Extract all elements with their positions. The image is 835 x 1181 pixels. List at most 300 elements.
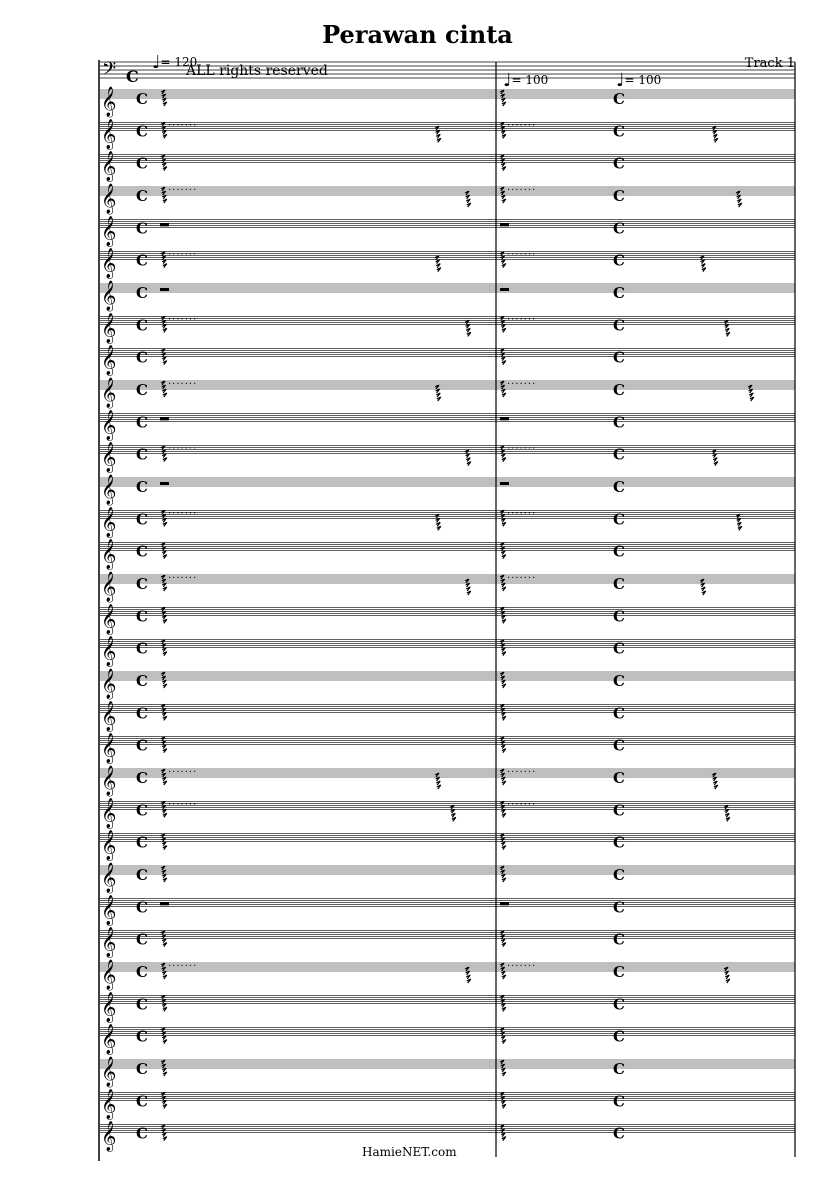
rest-dots: ·······	[168, 767, 198, 778]
rest-mark	[437, 785, 441, 789]
rest-dots: ·······	[168, 249, 198, 261]
treble-clef-icon: 𝄞	[101, 863, 117, 893]
rest-mark	[436, 781, 440, 785]
rest-mark	[502, 846, 506, 850]
rest-mark	[725, 328, 729, 332]
rest-mark	[502, 102, 506, 106]
rest-mark	[725, 813, 729, 817]
time-signature: C	[613, 316, 625, 335]
rest-mark	[725, 971, 729, 975]
treble-clef-icon: 𝄞	[101, 960, 117, 990]
time-signature: C	[136, 187, 148, 205]
rest-mark	[163, 1137, 167, 1141]
rest-mark	[701, 264, 705, 268]
bass-clef-icon: 𝄢	[102, 59, 117, 84]
tempo-value: = 100	[624, 73, 662, 87]
rest-mark	[163, 1104, 167, 1108]
rest-mark	[162, 357, 166, 361]
rest-mark	[162, 454, 166, 458]
rest-mark	[163, 1007, 167, 1011]
rest-mark	[501, 454, 505, 458]
rest-mark	[436, 389, 440, 393]
rest-mark	[163, 393, 167, 397]
rest-mark	[436, 260, 440, 264]
rest-mark	[726, 332, 730, 336]
copyright-text: ALL rights reserved	[186, 63, 328, 79]
rest-mark	[437, 138, 441, 142]
rest-mark	[501, 809, 505, 813]
treble-clef-icon: 𝄞	[101, 119, 117, 150]
rest-mark	[502, 328, 506, 332]
time-signature: C	[613, 833, 625, 852]
rest-mark	[725, 975, 729, 979]
time-signature: C	[136, 736, 148, 755]
time-signature: C	[136, 607, 148, 626]
rest-mark	[501, 1003, 505, 1007]
rest-mark	[163, 652, 167, 656]
whole-rest	[500, 902, 509, 905]
whole-rest	[160, 223, 169, 226]
rest-mark	[502, 943, 506, 947]
rest-dots: ·······	[168, 120, 198, 132]
rest-mark	[501, 518, 505, 522]
rest-mark	[163, 813, 167, 817]
time-signature: C	[136, 930, 148, 949]
rest-mark	[501, 583, 505, 587]
rest-dots: ·······	[507, 379, 537, 390]
time-signature: C	[613, 219, 625, 238]
rest-mark	[502, 199, 506, 203]
treble-clef-icon: 𝄞	[101, 604, 117, 635]
rest-mark	[737, 518, 741, 522]
footer-credit: HamieNET.com	[362, 1145, 457, 1159]
treble-clef-icon: 𝄞	[101, 216, 117, 247]
rest-mark	[501, 615, 505, 619]
rest-dots: ·······	[168, 443, 198, 455]
time-signature: C	[136, 639, 148, 658]
rest-mark	[466, 975, 470, 979]
rest-mark	[466, 454, 470, 458]
rest-mark	[737, 522, 741, 526]
whole-rest	[500, 223, 509, 226]
time-signature: C	[136, 90, 148, 108]
time-signature: C	[136, 995, 148, 1014]
rest-mark	[713, 130, 717, 134]
treble-clef-icon: 𝄞	[101, 1057, 117, 1087]
quarter-note-icon: ♩	[503, 70, 512, 91]
time-signature: C	[613, 769, 625, 787]
time-signature: C	[136, 672, 148, 690]
rest-mark	[163, 199, 167, 203]
time-signature: C	[136, 445, 148, 464]
rest-mark	[502, 716, 506, 720]
rest-mark	[738, 526, 742, 530]
rest-mark	[466, 587, 470, 591]
treble-clef-icon: 𝄞	[101, 87, 117, 117]
time-signature: C	[613, 154, 625, 173]
rest-mark	[162, 518, 166, 522]
rest-mark	[163, 167, 167, 171]
rest-mark	[466, 328, 470, 332]
time-signature: C	[136, 316, 148, 335]
time-signature: C	[136, 251, 148, 270]
rest-mark	[437, 397, 441, 401]
rest-mark	[163, 1072, 167, 1076]
rest-mark	[162, 680, 166, 684]
rest-mark	[162, 130, 166, 134]
time-signature: C	[613, 413, 625, 432]
rest-mark	[162, 583, 166, 587]
rest-mark	[501, 712, 505, 716]
rest-dots: ·······	[168, 379, 198, 390]
rest-mark	[502, 652, 506, 656]
rest-dots: ·······	[168, 799, 198, 811]
rest-mark	[162, 260, 166, 264]
time-signature: C	[136, 154, 148, 173]
time-signature: C	[613, 381, 625, 399]
rest-mark	[502, 167, 506, 171]
rest-mark	[749, 393, 753, 397]
rest-mark	[725, 324, 729, 328]
rest-mark	[713, 781, 717, 785]
time-signature: C	[613, 1060, 625, 1078]
rest-dots: ·······	[168, 508, 198, 520]
rest-mark	[451, 813, 455, 817]
time-signature: C	[613, 704, 625, 723]
rest-dots: ·······	[168, 573, 198, 584]
rest-mark	[466, 458, 470, 462]
rest-mark	[501, 551, 505, 555]
rest-mark	[162, 98, 166, 102]
rest-mark	[501, 260, 505, 264]
rest-mark	[163, 975, 167, 979]
rest-mark	[502, 393, 506, 397]
treble-clef-icon: 𝄞	[101, 798, 117, 829]
rest-mark	[436, 393, 440, 397]
rest-mark	[702, 268, 706, 272]
rest-mark	[713, 454, 717, 458]
rest-mark	[163, 328, 167, 332]
rest-mark	[162, 1133, 166, 1137]
rest-mark	[501, 971, 505, 975]
rest-mark	[502, 1072, 506, 1076]
time-signature: C	[613, 122, 625, 141]
rest-mark	[162, 874, 166, 878]
rest-dots: ·······	[168, 185, 198, 196]
rest-mark	[738, 203, 742, 207]
rest-mark	[163, 1040, 167, 1044]
treble-clef-icon: 𝄞	[101, 345, 117, 376]
rest-dots: ·······	[507, 961, 537, 972]
rest-mark	[162, 1003, 166, 1007]
time-signature: C	[613, 898, 625, 917]
time-signature: C	[136, 381, 148, 399]
whole-rest	[500, 417, 509, 420]
time-signature: C	[613, 348, 625, 367]
rest-mark	[502, 1137, 506, 1141]
quarter-note-icon: ♩	[616, 70, 625, 91]
treble-clef-icon: 𝄞	[101, 636, 117, 667]
rest-dots: ·······	[507, 508, 537, 520]
time-signature: C	[136, 122, 148, 141]
treble-clef-icon: 𝄞	[101, 184, 117, 214]
rest-mark	[502, 134, 506, 138]
time-signature: C	[613, 575, 625, 593]
time-signature: C	[613, 672, 625, 690]
rest-mark	[501, 1100, 505, 1104]
treble-clef-icon: 𝄞	[101, 507, 117, 538]
time-signature: C	[136, 413, 148, 432]
rest-mark	[501, 1036, 505, 1040]
rest-mark	[162, 842, 166, 846]
whole-rest	[160, 417, 169, 420]
time-signature: C	[136, 769, 148, 787]
rest-mark	[501, 98, 505, 102]
time-signature: C	[126, 67, 139, 86]
rest-mark	[163, 943, 167, 947]
whole-rest	[500, 288, 509, 291]
rest-mark	[502, 781, 506, 785]
time-signature: C	[613, 801, 625, 820]
rest-mark	[502, 458, 506, 462]
time-signature: C	[136, 866, 148, 884]
rest-mark	[501, 1133, 505, 1137]
rest-mark	[467, 332, 471, 336]
rest-mark	[162, 615, 166, 619]
rest-mark	[502, 522, 506, 526]
rest-mark	[163, 619, 167, 623]
rest-mark	[437, 526, 441, 530]
rest-mark	[501, 195, 505, 199]
rest-mark	[502, 361, 506, 365]
rest-mark	[713, 134, 717, 138]
rest-mark	[436, 134, 440, 138]
treble-clef-icon: 𝄞	[101, 766, 117, 796]
rest-mark	[713, 458, 717, 462]
treble-clef-icon: 𝄞	[101, 410, 117, 441]
rest-mark	[701, 583, 705, 587]
rest-mark	[501, 777, 505, 781]
rest-dots: ·······	[168, 314, 198, 326]
rest-mark	[726, 979, 730, 983]
rest-mark	[467, 203, 471, 207]
treble-clef-icon: 𝄞	[101, 927, 117, 958]
rest-mark	[162, 1100, 166, 1104]
time-signature: C	[136, 284, 148, 302]
treble-clef-icon: 𝄞	[101, 1089, 117, 1120]
treble-clef-icon: 𝄞	[101, 248, 117, 279]
track-label: Track 1	[744, 56, 795, 71]
treble-clef-icon: 𝄞	[101, 701, 117, 732]
treble-clef-icon: 𝄞	[101, 378, 117, 408]
time-signature: C	[136, 575, 148, 593]
time-signature: C	[136, 1092, 148, 1111]
time-signature: C	[613, 607, 625, 626]
rest-mark	[501, 874, 505, 878]
rest-mark	[501, 130, 505, 134]
rest-mark	[163, 749, 167, 753]
rest-mark	[436, 130, 440, 134]
time-signature: C	[136, 898, 148, 917]
rest-mark	[737, 199, 741, 203]
whole-rest	[160, 288, 169, 291]
rest-mark	[501, 842, 505, 846]
rest-mark	[502, 1104, 506, 1108]
rest-mark	[436, 522, 440, 526]
time-signature: C	[136, 963, 148, 981]
rest-mark	[163, 134, 167, 138]
time-signature: C	[136, 1060, 148, 1078]
rest-mark	[502, 975, 506, 979]
rest-mark	[467, 979, 471, 983]
time-signature: C	[613, 251, 625, 270]
rest-dots: ·······	[507, 767, 537, 778]
time-signature: C	[613, 187, 625, 205]
rest-mark	[163, 264, 167, 268]
treble-clef-icon: 𝄞	[101, 895, 117, 926]
rest-mark	[163, 684, 167, 688]
treble-clef-icon: 𝄞	[101, 572, 117, 602]
rest-dots: ·······	[507, 249, 537, 261]
rest-mark	[163, 846, 167, 850]
rest-mark	[436, 777, 440, 781]
time-signature: C	[613, 1027, 625, 1046]
rest-mark	[162, 712, 166, 716]
time-signature: C	[613, 930, 625, 949]
rest-mark	[737, 195, 741, 199]
time-signature: C	[613, 542, 625, 561]
treble-clef-icon: 𝄞	[101, 733, 117, 764]
rest-mark	[501, 680, 505, 684]
whole-rest	[160, 482, 169, 485]
rest-mark	[466, 583, 470, 587]
rest-mark	[162, 971, 166, 975]
rest-mark	[501, 648, 505, 652]
rest-mark	[163, 878, 167, 882]
rest-mark	[163, 555, 167, 559]
rest-mark	[452, 817, 456, 821]
rest-dots: ·······	[507, 314, 537, 326]
rest-dots: ·······	[507, 799, 537, 811]
rest-mark	[436, 518, 440, 522]
rest-mark	[502, 619, 506, 623]
time-signature: C	[136, 833, 148, 852]
treble-clef-icon: 𝄞	[101, 1121, 117, 1152]
whole-rest	[500, 482, 509, 485]
treble-clef-icon: 𝄞	[101, 151, 117, 182]
rest-mark	[163, 458, 167, 462]
treble-clef-icon: 𝄞	[101, 830, 117, 861]
time-signature: C	[613, 510, 625, 529]
rest-mark	[162, 745, 166, 749]
rest-mark	[713, 777, 717, 781]
rest-mark	[701, 260, 705, 264]
treble-clef-icon: 𝄞	[101, 992, 117, 1023]
rest-mark	[162, 195, 166, 199]
rest-mark	[501, 163, 505, 167]
time-signature: C	[136, 219, 148, 238]
time-signature: C	[613, 90, 625, 108]
rest-mark	[466, 324, 470, 328]
time-signature: C	[613, 478, 625, 496]
tempo-value: = 120	[160, 55, 198, 69]
rest-mark	[502, 587, 506, 591]
time-signature: C	[136, 1124, 148, 1143]
time-signature: C	[136, 1027, 148, 1046]
time-signature: C	[613, 1124, 625, 1143]
time-signature: C	[613, 639, 625, 658]
rest-mark	[502, 813, 506, 817]
rest-mark	[501, 389, 505, 393]
rest-mark	[714, 462, 718, 466]
rest-mark	[502, 878, 506, 882]
time-signature: C	[136, 704, 148, 723]
quarter-note-icon: ♩	[152, 52, 161, 73]
rest-mark	[466, 195, 470, 199]
rest-mark	[725, 809, 729, 813]
rest-mark	[502, 555, 506, 559]
rest-mark	[163, 102, 167, 106]
rest-mark	[162, 777, 166, 781]
rest-mark	[162, 324, 166, 328]
whole-rest	[160, 902, 169, 905]
rest-mark	[501, 745, 505, 749]
time-signature: C	[613, 736, 625, 755]
rest-mark	[501, 357, 505, 361]
rest-mark	[163, 361, 167, 365]
treble-clef-icon: 𝄞	[101, 475, 117, 505]
rest-dots: ·······	[168, 961, 198, 972]
rest-mark	[162, 1068, 166, 1072]
tempo-value: = 100	[511, 73, 549, 87]
time-signature: C	[136, 542, 148, 561]
rest-mark	[436, 264, 440, 268]
treble-clef-icon: 𝄞	[101, 539, 117, 570]
rest-mark	[467, 591, 471, 595]
rest-mark	[163, 522, 167, 526]
rest-mark	[162, 389, 166, 393]
rest-mark	[502, 1040, 506, 1044]
time-signature: C	[136, 348, 148, 367]
rest-mark	[162, 1036, 166, 1040]
rest-mark	[163, 781, 167, 785]
rest-mark	[162, 809, 166, 813]
rest-mark	[502, 749, 506, 753]
rest-mark	[714, 785, 718, 789]
rest-mark	[502, 684, 506, 688]
rest-mark	[702, 591, 706, 595]
rest-mark	[451, 809, 455, 813]
time-signature: C	[613, 995, 625, 1014]
rest-mark	[163, 716, 167, 720]
time-signature: C	[613, 963, 625, 981]
rest-mark	[162, 551, 166, 555]
time-signature: C	[613, 284, 625, 302]
rest-mark	[162, 163, 166, 167]
rest-mark	[501, 939, 505, 943]
rest-mark	[726, 817, 730, 821]
rest-mark	[501, 324, 505, 328]
rest-mark	[466, 199, 470, 203]
time-signature: C	[136, 801, 148, 820]
time-signature: C	[613, 866, 625, 884]
treble-clef-icon: 𝄞	[101, 281, 117, 311]
treble-clef-icon: 𝄞	[101, 313, 117, 344]
rest-mark	[162, 939, 166, 943]
rest-dots: ·······	[507, 120, 537, 132]
rest-mark	[714, 138, 718, 142]
rest-mark	[502, 1007, 506, 1011]
